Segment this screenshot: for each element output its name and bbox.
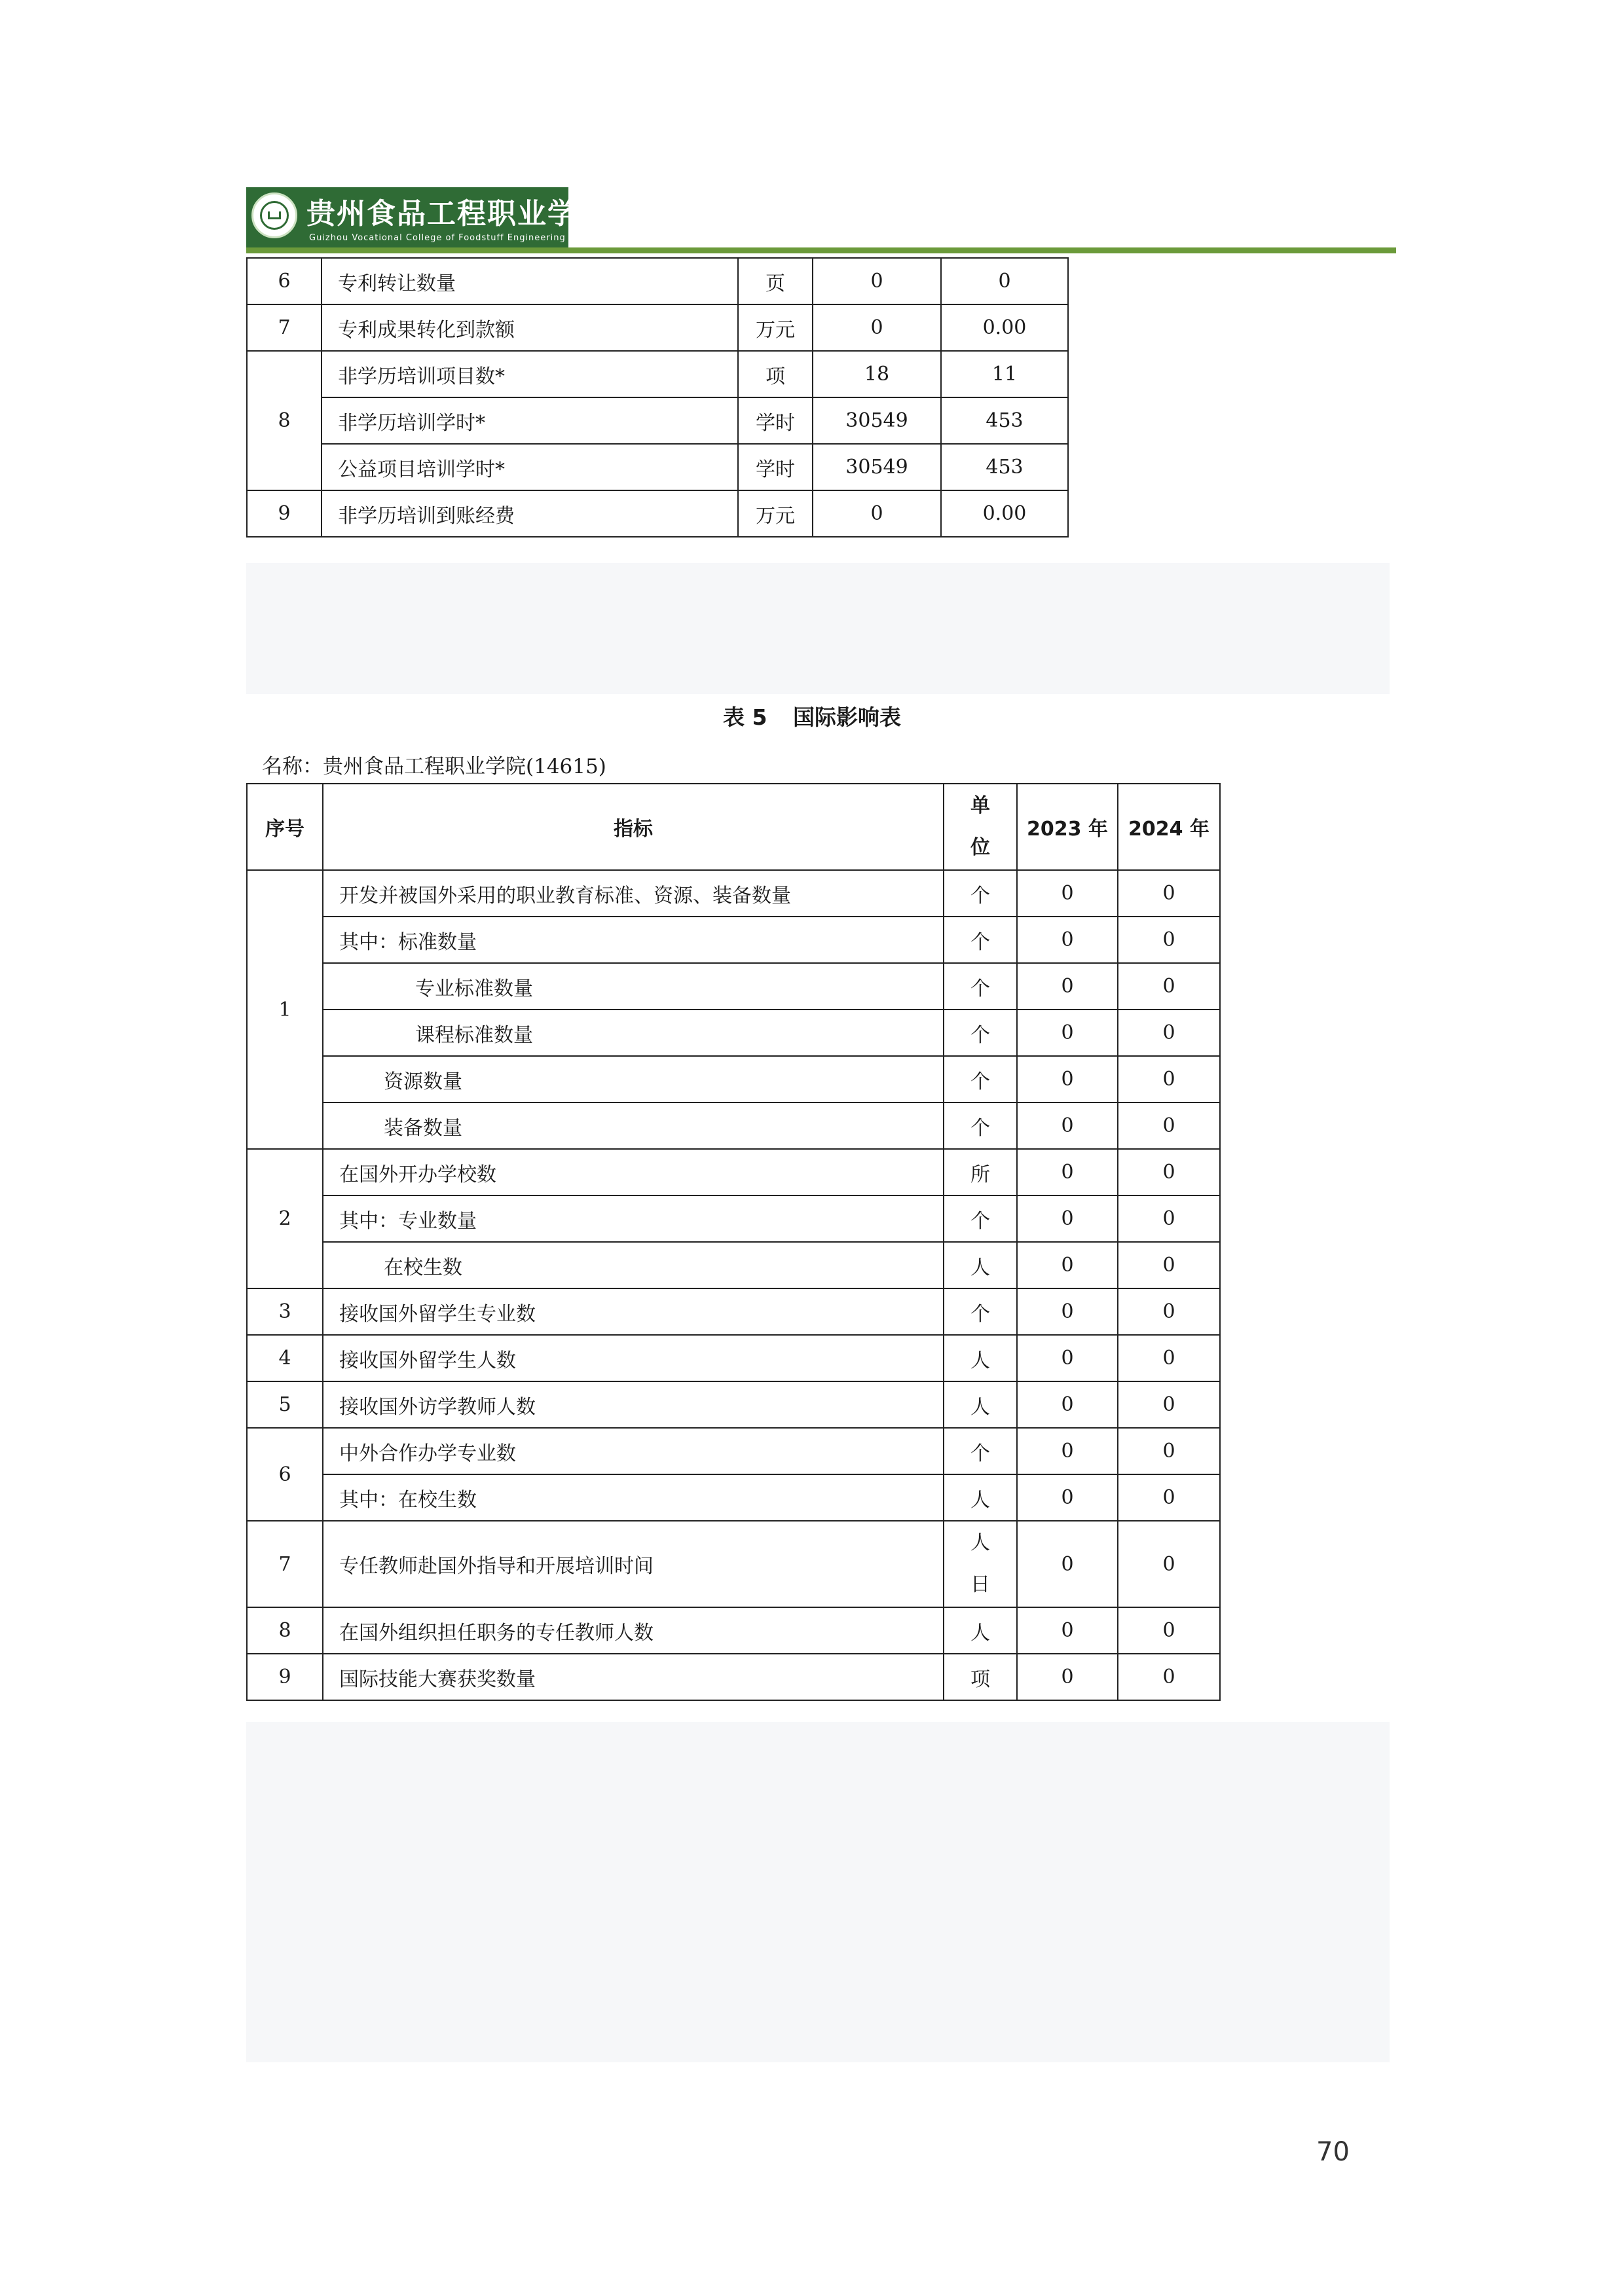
value-2024-cell: 0 — [1118, 1474, 1220, 1521]
value-2024-cell: 453 — [941, 397, 1068, 444]
table-row — [247, 1607, 1220, 1654]
indicator-cell: 专利成果转化到款额 — [322, 304, 738, 351]
unit-cell: 项 — [944, 1654, 1017, 1700]
seq-cell: 9 — [247, 1654, 323, 1700]
page-number: 70 — [1316, 2137, 1350, 2167]
unit-cell: 个 — [944, 1102, 1017, 1149]
value-2023-cell: 30549 — [813, 444, 941, 490]
value-2023-cell: 0 — [1017, 1335, 1118, 1381]
header-indicator: 指标 — [323, 784, 944, 870]
value-2023-cell: 0 — [1017, 1521, 1118, 1607]
value-2023-cell: 0 — [813, 304, 941, 351]
value-2023-cell: 0 — [1017, 917, 1118, 963]
value-2023-cell: 0 — [1017, 1056, 1118, 1102]
indicator-cell: 非学历培训到账经费 — [322, 490, 738, 537]
value-2024-cell: 453 — [941, 444, 1068, 490]
unit-cell: 个 — [944, 963, 1017, 1010]
indicator-cell: 在国外组织担任职务的专任教师人数 — [323, 1607, 944, 1654]
value-2024-cell: 0 — [1118, 1607, 1220, 1654]
indicator-cell: 国际技能大赛获奖数量 — [323, 1654, 944, 1700]
unit-cell: 人 — [944, 1474, 1017, 1521]
value-2023-cell: 30549 — [813, 397, 941, 444]
value-2024-cell: 0 — [1118, 1428, 1220, 1474]
seq-cell: 3 — [247, 1288, 323, 1335]
value-2024-cell: 0 — [1118, 1149, 1220, 1195]
table-row — [247, 1381, 1220, 1428]
unit-cell: 所 — [944, 1149, 1017, 1195]
header-divider — [246, 247, 1396, 253]
value-2024-cell: 0 — [1118, 1335, 1220, 1381]
school-emblem-icon — [251, 192, 297, 238]
value-2024-cell: 0.00 — [941, 490, 1068, 537]
indicator-cell: 在校生数 — [323, 1242, 944, 1288]
value-2023-cell: 0 — [1017, 1607, 1118, 1654]
value-2023-cell: 0 — [1017, 1474, 1118, 1521]
value-2024-cell: 0 — [1118, 1242, 1220, 1288]
seq-cell: 8 — [247, 1607, 323, 1654]
table-row — [247, 490, 1068, 537]
seq-cell: 7 — [247, 304, 322, 351]
table-row — [247, 258, 1068, 304]
table-row — [247, 1428, 1220, 1474]
indicator-cell: 装备数量 — [323, 1102, 944, 1149]
value-2023-cell: 0 — [1017, 963, 1118, 1010]
value-2024-cell: 0 — [1118, 1056, 1220, 1102]
seq-cell: 1 — [247, 870, 323, 1149]
table-row — [247, 1654, 1220, 1700]
unit-cell: 个 — [944, 917, 1017, 963]
table-row — [247, 963, 1220, 1010]
table-header-row — [247, 784, 1220, 870]
unit-cell: 学时 — [738, 397, 813, 444]
table5-org-name: 名称：贵州食品工程职业学院(14615) — [262, 755, 606, 778]
indicator-cell: 其中：专业数量 — [323, 1195, 944, 1242]
seq-cell: 7 — [247, 1521, 323, 1607]
unit-cell: 个 — [944, 1195, 1017, 1242]
indicator-cell: 中外合作办学专业数 — [323, 1428, 944, 1474]
value-2023-cell: 0 — [1017, 1288, 1118, 1335]
value-2023-cell: 0 — [1017, 1010, 1118, 1056]
indicator-cell: 接收国外留学生人数 — [323, 1335, 944, 1381]
value-2024-cell: 11 — [941, 351, 1068, 397]
table5-title: 国际影响表 — [792, 704, 901, 730]
unit-cell: 页 — [738, 258, 813, 304]
value-2023-cell: 0 — [1017, 1381, 1118, 1428]
indicator-cell: 专任教师赴国外指导和开展培训时间 — [323, 1521, 944, 1607]
value-2024-cell: 0 — [1118, 963, 1220, 1010]
unit-cell: 人 — [944, 1242, 1017, 1288]
value-2023-cell: 0 — [1017, 1428, 1118, 1474]
unit-cell: 万元 — [738, 304, 813, 351]
indicator-cell: 非学历培训学时* — [322, 397, 738, 444]
blank-shaded-area — [246, 563, 1390, 694]
indicator-cell: 公益项目培训学时* — [322, 444, 738, 490]
unit-cell: 人 日 — [944, 1521, 1017, 1607]
unit-cell: 个 — [944, 1056, 1017, 1102]
table-row — [247, 1149, 1220, 1195]
value-2024-cell: 0 — [1118, 1654, 1220, 1700]
value-2023-cell: 0 — [813, 258, 941, 304]
table-row — [247, 1474, 1220, 1521]
value-2024-cell: 0 — [1118, 1288, 1220, 1335]
unit-cell: 万元 — [738, 490, 813, 537]
value-2024-cell: 0 — [941, 258, 1068, 304]
table-row — [247, 397, 1068, 444]
unit-cell: 项 — [738, 351, 813, 397]
header-2024: 2024 年 — [1118, 784, 1220, 870]
table5-caption — [0, 701, 1624, 731]
table-row — [247, 1056, 1220, 1102]
value-2024-cell: 0 — [1118, 1010, 1220, 1056]
seq-cell: 5 — [247, 1381, 323, 1428]
table-row — [247, 917, 1220, 963]
school-logo-banner — [246, 187, 608, 247]
indicator-cell: 接收国外访学教师人数 — [323, 1381, 944, 1428]
indicator-cell: 专业标准数量 — [323, 963, 944, 1010]
indicator-cell: 在国外开办学校数 — [323, 1149, 944, 1195]
unit-cell: 个 — [944, 870, 1017, 917]
value-2023-cell: 0 — [1017, 1654, 1118, 1700]
table-row — [247, 1521, 1220, 1607]
table-row — [247, 870, 1220, 917]
indicator-cell: 课程标准数量 — [323, 1010, 944, 1056]
table-row — [247, 1102, 1220, 1149]
indicator-cell: 其中：标准数量 — [323, 917, 944, 963]
table-row — [247, 351, 1068, 397]
value-2023-cell: 0 — [1017, 870, 1118, 917]
seq-cell: 8 — [247, 351, 322, 490]
table-row — [247, 1288, 1220, 1335]
seq-cell: 6 — [247, 258, 322, 304]
seq-cell: 2 — [247, 1149, 323, 1288]
seq-cell: 6 — [247, 1428, 323, 1521]
table5-international-influence — [246, 783, 1221, 1701]
blank-shaded-area — [246, 1722, 1390, 2062]
unit-cell: 人 — [944, 1335, 1017, 1381]
header-2023: 2023 年 — [1017, 784, 1118, 870]
unit-cell: 学时 — [738, 444, 813, 490]
table-row — [247, 304, 1068, 351]
seq-cell: 4 — [247, 1335, 323, 1381]
unit-cell: 人 — [944, 1607, 1017, 1654]
value-2024-cell: 0 — [1118, 917, 1220, 963]
unit-cell: 人 — [944, 1381, 1017, 1428]
indicator-cell: 其中：在校生数 — [323, 1474, 944, 1521]
unit-cell: 个 — [944, 1010, 1017, 1056]
indicator-cell: 开发并被国外采用的职业教育标准、资源、装备数量 — [323, 870, 944, 917]
value-2024-cell: 0.00 — [941, 304, 1068, 351]
value-2023-cell: 0 — [813, 490, 941, 537]
value-2024-cell: 0 — [1118, 1381, 1220, 1428]
table5-number: 表 5 — [723, 704, 767, 730]
table4-continued — [246, 257, 1069, 538]
value-2024-cell: 0 — [1118, 870, 1220, 917]
value-2023-cell: 0 — [1017, 1149, 1118, 1195]
value-2024-cell: 0 — [1118, 1521, 1220, 1607]
value-2024-cell: 0 — [1118, 1195, 1220, 1242]
indicator-cell: 资源数量 — [323, 1056, 944, 1102]
indicator-cell: 接收国外留学生专业数 — [323, 1288, 944, 1335]
unit-cell: 个 — [944, 1288, 1017, 1335]
value-2023-cell: 0 — [1017, 1242, 1118, 1288]
table-row — [247, 444, 1068, 490]
indicator-cell: 专利转让数量 — [322, 258, 738, 304]
value-2023-cell: 18 — [813, 351, 941, 397]
value-2023-cell: 0 — [1017, 1195, 1118, 1242]
seq-cell: 9 — [247, 490, 322, 537]
school-name-en: Guizhou Vocational College of Foodstuff Engineering — [309, 233, 566, 243]
header-seq: 序号 — [247, 784, 323, 870]
table-row — [247, 1195, 1220, 1242]
header-unit: 单 位 — [944, 784, 1017, 870]
school-name-cn: 贵州食品工程职业学院 — [306, 197, 608, 230]
unit-cell: 个 — [944, 1428, 1017, 1474]
value-2023-cell: 0 — [1017, 1102, 1118, 1149]
indicator-cell: 非学历培训项目数* — [322, 351, 738, 397]
table-row — [247, 1335, 1220, 1381]
table-row — [247, 1242, 1220, 1288]
table-row — [247, 1010, 1220, 1056]
value-2024-cell: 0 — [1118, 1102, 1220, 1149]
